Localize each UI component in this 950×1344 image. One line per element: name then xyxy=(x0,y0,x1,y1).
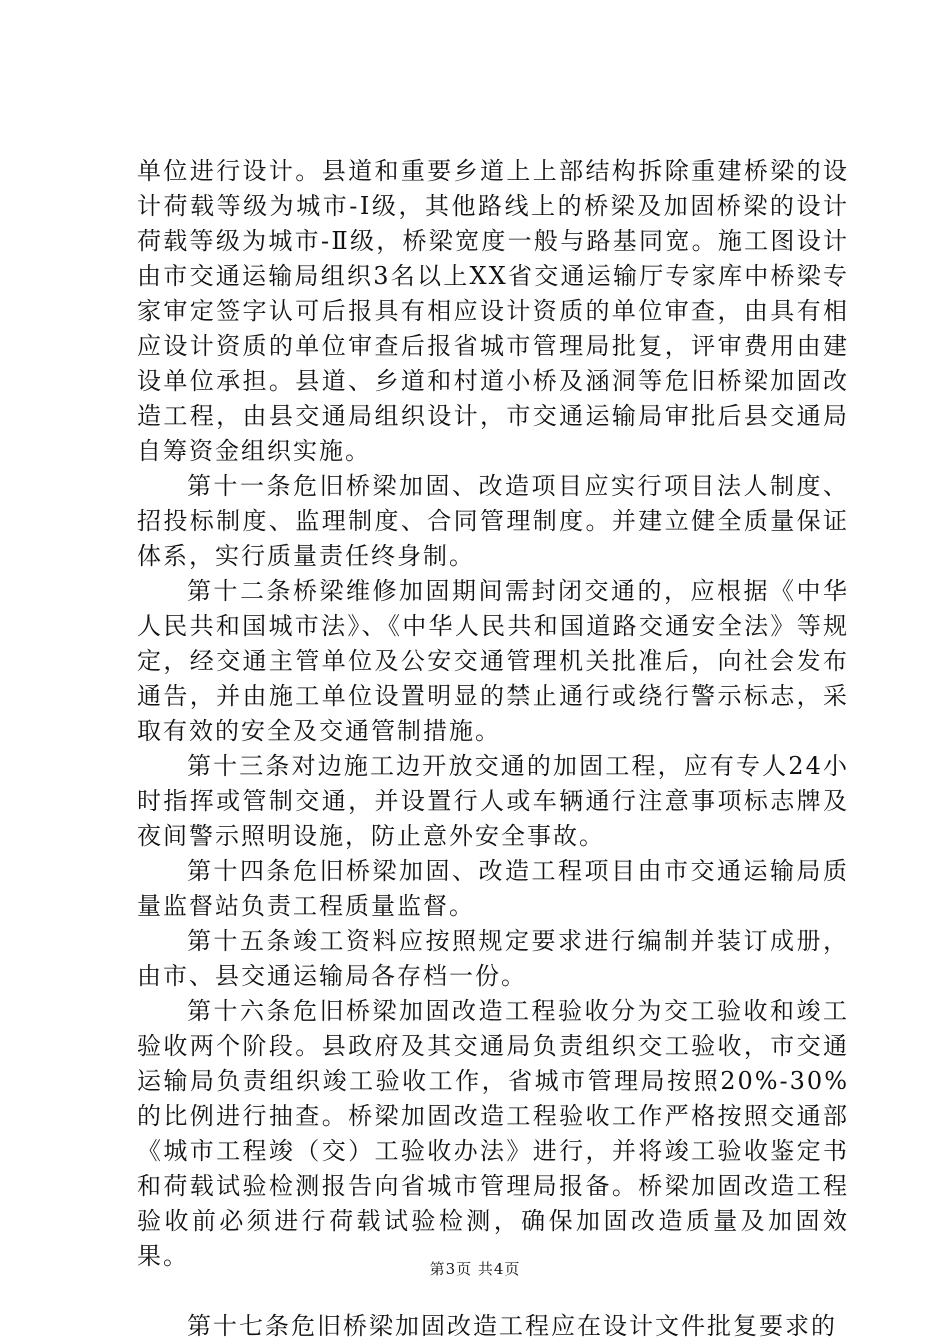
paragraph-article-13: 第十三条对边施工边开放交通的加固工程，应有专人24小时指挥或管制交通，并设置行人或车辆通行注意事项标志牌及夜间警示照明设施，防止意外安全事故。 xyxy=(137,752,849,850)
paragraph-article-15: 第十五条竣工资料应按照规定要求进行编制并装订成册，由市、县交通运输局各存档一份。 xyxy=(137,927,849,990)
page-number-footer: 第3页 共4页 xyxy=(429,1260,521,1278)
paragraph-article-16: 第十六条危旧桥梁加固改造工程验收分为交工验收和竣工验收两个阶段。县政府及其交通局负责组织交工验收，市交通运输局负责组织竣工验收工作，省城市管理局按照20%-30%的比例进行抽查。桥梁加固改造工程验收工作严格按照交通部《城市工程竣（交）工验收办法》进行，并将竣工验收鉴定书和荷载试验检测报告向省城市管理局报备。桥梁加固改造工程验收前必须进行荷载试验检测，确保加固改造质量及加固效果。 xyxy=(137,997,849,1270)
paragraph-article-14: 第十四条危旧桥梁加固、改造工程项目由市交通运输局质量监督站负责工程质量监督。 xyxy=(137,857,849,920)
paragraph-continuation: 单位进行设计。县道和重要乡道上上部结构拆除重建桥梁的设计荷载等级为城市-Ⅰ级，其他路线上的桥梁及加固桥梁的设计荷载等级为城市-Ⅱ级，桥梁宽度一般与路基同宽。施工图设计由市交通运输局组织3名以上XX省交通运输厅专家库中桥梁专家审定签字认可后报具有相应设计资质的单位审查，由具有相应设计资质的单位审查后报省城市管理局批复，评审费用由建设单位承担。县道、乡道和村道小桥及涵洞等危旧桥梁加固改造工程，由县交通局组织设计，市交通运输局审批后县交通局自筹资金组织实施。 xyxy=(137,157,849,465)
paragraph-article-11: 第十一条危旧桥梁加固、改造项目应实行项目法人制度、招投标制度、监理制度、合同管理制度。并建立健全质量保证体系，实行质量责任终身制。 xyxy=(137,472,849,570)
document-body xyxy=(137,154,849,1344)
paragraph-article-17: 第十七条危旧桥梁加固改造工程应在设计文件批复要求的 xyxy=(187,1312,837,1340)
paragraph-article-12: 第十二条桥梁维修加固期间需封闭交通的，应根据《中华人民共和国城市法》、《中华人民共和国道路交通安全法》等规定，经交通主管单位及公安交通管理机关批准后，向社会发布通告，并由施工单位设置明显的禁止通行或绕行警示标志，采取有效的安全及交通管制措施。 xyxy=(137,577,849,745)
